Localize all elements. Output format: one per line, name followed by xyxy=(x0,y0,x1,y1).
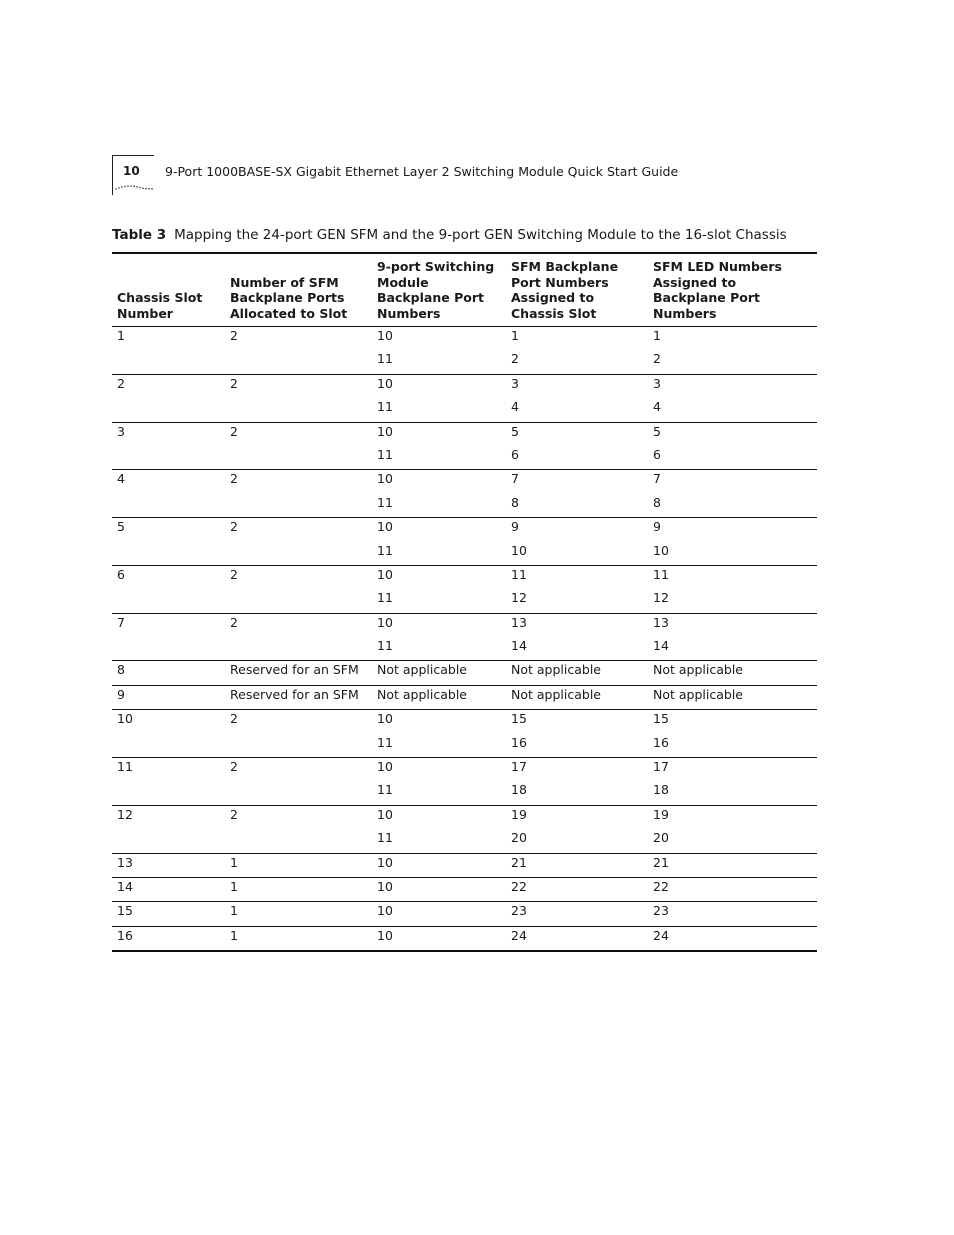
table-cell: 15 xyxy=(511,711,527,727)
table-cell: 6 xyxy=(506,446,648,470)
table-cell: 2 xyxy=(506,350,648,374)
table-cell: 7 xyxy=(511,471,519,487)
table-cell: 2 xyxy=(230,519,238,535)
running-title: 9-Port 1000BASE-SX Gigabit Ethernet Layer 2 Switching Module Quick Start Guide xyxy=(165,164,679,179)
table-cell: 5 xyxy=(511,423,519,439)
table-cell: 2 xyxy=(230,375,238,391)
table-cell: 11 xyxy=(511,566,527,582)
column-header: 9-port Switching Module Backplane Port Numbers xyxy=(372,253,506,327)
table-row xyxy=(112,781,817,805)
table-cell: 12 xyxy=(506,589,648,613)
table-cell: 12 xyxy=(648,589,817,613)
table-cell: Not applicable xyxy=(506,685,648,709)
table-cell: Not applicable xyxy=(506,661,648,685)
table-row xyxy=(112,542,817,566)
table-cell: 24 xyxy=(648,926,817,951)
table-cell: 1 xyxy=(225,853,372,877)
table-cell: 13 xyxy=(511,614,527,630)
table-cell xyxy=(225,637,372,661)
table-row xyxy=(112,902,817,926)
table-cell: 10 xyxy=(372,877,506,901)
table-cell xyxy=(112,589,225,613)
table-cell: 10 xyxy=(377,566,393,582)
table-row xyxy=(112,758,817,782)
table-cell: 2 xyxy=(230,566,238,582)
table-cell: 2 xyxy=(230,759,238,775)
table-cell: 2 xyxy=(117,375,125,391)
table-row xyxy=(112,589,817,613)
table-cell: 10 xyxy=(377,614,393,630)
table-cell: 11 xyxy=(372,589,506,613)
table-row xyxy=(112,494,817,518)
table-cell xyxy=(112,446,225,470)
table-cell: 11 xyxy=(372,494,506,518)
table-cell: 16 xyxy=(506,734,648,758)
table-cell: 9 xyxy=(653,519,661,535)
table-cell: Not applicable xyxy=(648,685,817,709)
table-cell: 5 xyxy=(117,519,125,535)
table-row xyxy=(112,565,817,589)
table-cell: 2 xyxy=(230,711,238,727)
table-cell: 22 xyxy=(506,877,648,901)
table-cell: 20 xyxy=(506,829,648,853)
table-cell: 4 xyxy=(117,471,125,487)
table-cell: 2 xyxy=(230,328,238,343)
table-cell: 18 xyxy=(506,781,648,805)
table-cell: 23 xyxy=(506,902,648,926)
table-row xyxy=(112,877,817,901)
table-cell: Not applicable xyxy=(372,661,506,685)
table-cell: 13 xyxy=(112,853,225,877)
table-row xyxy=(112,327,817,351)
table-cell: 4 xyxy=(506,398,648,422)
table-cell: 21 xyxy=(648,853,817,877)
table-row xyxy=(112,518,817,542)
table-cell: 16 xyxy=(648,734,817,758)
table-cell: 10 xyxy=(377,328,393,343)
table-row xyxy=(112,350,817,374)
table-cell: 1 xyxy=(225,902,372,926)
table-cell xyxy=(225,734,372,758)
table-caption xyxy=(112,227,787,243)
table-row xyxy=(112,613,817,637)
table-cell xyxy=(225,494,372,518)
table-row xyxy=(112,829,817,853)
table-cell: 7 xyxy=(653,471,661,487)
table-cell xyxy=(112,734,225,758)
table-cell: 10 xyxy=(372,853,506,877)
table-cell xyxy=(112,350,225,374)
table-cell xyxy=(225,589,372,613)
table-row xyxy=(112,685,817,709)
dotted-rule-icon xyxy=(115,183,155,191)
table-row xyxy=(112,734,817,758)
table-cell: 10 xyxy=(117,711,133,727)
table-cell: 14 xyxy=(648,637,817,661)
table-cell: 11 xyxy=(372,398,506,422)
table-cell xyxy=(112,398,225,422)
table-cell: 2 xyxy=(230,423,238,439)
table-cell: 11 xyxy=(372,781,506,805)
table-cell: 19 xyxy=(653,806,669,822)
table-cell: 11 xyxy=(372,350,506,374)
table-body xyxy=(112,327,817,952)
table-cell: 10 xyxy=(377,711,393,727)
table-cell: 24 xyxy=(506,926,648,951)
table-cell xyxy=(225,542,372,566)
table-cell: 8 xyxy=(112,661,225,685)
table-cell: 15 xyxy=(653,711,669,727)
table-row xyxy=(112,805,817,829)
table-cell: 11 xyxy=(372,542,506,566)
table-row xyxy=(112,853,817,877)
table-cell: 5 xyxy=(653,423,661,439)
table-cell: 18 xyxy=(648,781,817,805)
table-cell: 19 xyxy=(511,806,527,822)
table-cell: 1 xyxy=(225,877,372,901)
table-cell: 2 xyxy=(230,471,238,487)
table-row xyxy=(112,661,817,685)
table-cell: 2 xyxy=(230,806,238,822)
table-cell: 9 xyxy=(511,519,519,535)
table-cell xyxy=(112,781,225,805)
table-cell: 17 xyxy=(653,759,669,775)
table-cell: 13 xyxy=(653,614,669,630)
table-cell: 10 xyxy=(372,926,506,951)
table-cell xyxy=(225,781,372,805)
table-cell xyxy=(225,829,372,853)
table-cell: 3 xyxy=(653,375,661,391)
table-row xyxy=(112,398,817,422)
table-cell: 4 xyxy=(648,398,817,422)
table-cell: 1 xyxy=(511,328,519,343)
table-header-row xyxy=(112,253,817,327)
table-cell: 20 xyxy=(648,829,817,853)
table-cell: 2 xyxy=(230,614,238,630)
table-cell: 17 xyxy=(511,759,527,775)
table-cell xyxy=(225,398,372,422)
table-cell: 3 xyxy=(511,375,519,391)
table-cell: 15 xyxy=(112,902,225,926)
table-cell: 11 xyxy=(653,566,669,582)
table-cell: 10 xyxy=(377,759,393,775)
table-row xyxy=(112,446,817,470)
table-caption-text: Mapping the 24-port GEN SFM and the 9-port GEN Switching Module to the 16-slot Chassis xyxy=(174,227,787,243)
table-cell: 10 xyxy=(506,542,648,566)
table-cell: Not applicable xyxy=(648,661,817,685)
table-cell: 11 xyxy=(372,829,506,853)
table-cell: 11 xyxy=(372,734,506,758)
column-header: SFM LED Numbers Assigned to Backplane Port Numbers xyxy=(648,253,817,327)
table-cell: 6 xyxy=(648,446,817,470)
table-cell: 14 xyxy=(506,637,648,661)
table-row xyxy=(112,710,817,734)
table-cell xyxy=(112,829,225,853)
table-cell: 6 xyxy=(117,566,125,582)
table-cell xyxy=(225,350,372,374)
table-cell: Reserved for an SFM xyxy=(225,661,372,685)
table-cell: 1 xyxy=(225,926,372,951)
table-row xyxy=(112,422,817,446)
mapping-table xyxy=(112,252,817,952)
table-cell: 1 xyxy=(653,328,661,343)
table-cell xyxy=(225,446,372,470)
table-caption-label: Table 3 xyxy=(112,227,167,243)
table-cell: 9 xyxy=(112,685,225,709)
table-cell: 10 xyxy=(377,806,393,822)
table-cell: 2 xyxy=(648,350,817,374)
table-cell xyxy=(112,637,225,661)
table-cell: 10 xyxy=(377,423,393,439)
table-cell xyxy=(112,494,225,518)
table-cell: 7 xyxy=(117,614,125,630)
table-cell: 8 xyxy=(648,494,817,518)
table-row xyxy=(112,926,817,951)
column-header: Number of SFM Backplane Ports Allocated to Slot xyxy=(225,253,372,327)
table-cell: 11 xyxy=(372,446,506,470)
table-cell: 1 xyxy=(117,328,125,343)
column-header: Chassis Slot Number xyxy=(112,253,225,327)
table-cell: Not applicable xyxy=(372,685,506,709)
table-cell: Reserved for an SFM xyxy=(225,685,372,709)
table-cell: 16 xyxy=(112,926,225,951)
column-header: SFM Backplane Port Numbers Assigned to Chassis Slot xyxy=(506,253,648,327)
table-cell: 11 xyxy=(117,759,133,775)
table-cell: 8 xyxy=(506,494,648,518)
table-cell: 22 xyxy=(648,877,817,901)
page-number: 10 xyxy=(123,164,140,178)
table-row xyxy=(112,637,817,661)
table-cell: 11 xyxy=(372,637,506,661)
table-cell: 14 xyxy=(112,877,225,901)
table-row xyxy=(112,470,817,494)
table-row xyxy=(112,374,817,398)
table-cell: 21 xyxy=(506,853,648,877)
table-cell: 10 xyxy=(648,542,817,566)
table-cell: 10 xyxy=(372,902,506,926)
table-cell xyxy=(112,542,225,566)
table-cell: 10 xyxy=(377,471,393,487)
table-cell: 23 xyxy=(648,902,817,926)
table-cell: 10 xyxy=(377,519,393,535)
table-cell: 12 xyxy=(117,806,133,822)
table-cell: 10 xyxy=(377,375,393,391)
table-cell: 3 xyxy=(117,423,125,439)
